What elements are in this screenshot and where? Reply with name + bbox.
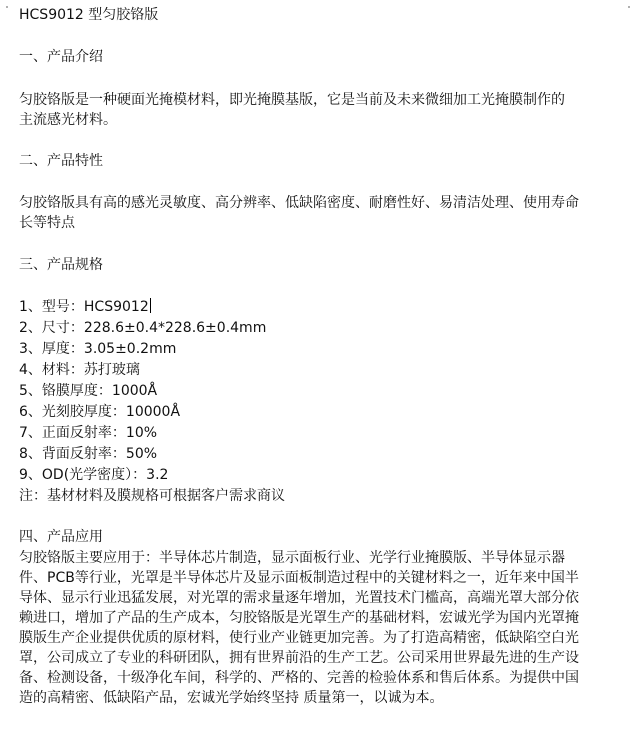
corner-mark-left bbox=[6, 6, 8, 8]
section-heading-specs: 三、产品规格 bbox=[19, 257, 103, 273]
document-title: HCS9012 型匀胶铬版 bbox=[19, 7, 159, 23]
spec-item-back-reflectance: 8、背面反射率：50% bbox=[19, 446, 158, 462]
corner-mark-right bbox=[628, 6, 630, 8]
spec-item-chrome-thickness: 5、铬膜厚度：1000Å bbox=[19, 383, 158, 399]
spec-item-model[interactable] bbox=[19, 297, 151, 317]
spec-text: 1、型号：HCS9012 bbox=[19, 299, 149, 315]
spec-item-optical-density: 9、OD(光学密度）：3.2 bbox=[19, 467, 169, 483]
spec-item-resist-thickness: 6、光刻胶厚度：10000Å bbox=[19, 404, 181, 420]
spec-item-material: 4、材料：苏打玻璃 bbox=[19, 362, 140, 378]
specs-note: 注：基材材料及膜规格可根据客户需求商议 bbox=[19, 488, 285, 504]
spec-item-thickness: 3、厚度：3.05±0.2mm bbox=[19, 341, 177, 357]
section-heading-applications: 四、产品应用 bbox=[19, 529, 103, 545]
section-heading-features: 二、产品特性 bbox=[19, 153, 103, 169]
applications-paragraph: 匀胶铬版主要应用于：半导体芯片制造，显示面板行业、光学行业掩膜版、半导体显示器件、PCB等行业，光罩是半导体芯片及显示面板制造过程中的关键材料之一，近年来中国半导体、显示行业迅猛发展，对光罩的需求量逐年增加，光置技术门槛高，高端光罩大部分依赖进口，增加了产品的生产成本，匀胶铬版是光罩生产的基础材料，宏诚光学为国内光罩掩膜版生产企业提供优质的原材料，使行业产业链更加完善。为了打造高精密，低缺陷空白光罩，公司成立了专业的科研团队，拥有世界前沿的生产工艺。公司采用世界最先进的生产设备、检测设备，十级净化车间，科学的、严格的、完善的检验体系和售后体系。为提供中国造的高精密、低缺陷产品，宏诚光学始终坚持 质量第一，以诚为本。 bbox=[19, 550, 579, 706]
intro-paragraph: 匀胶铬版是一种硬面光掩模材料，即光掩膜基版，它是当前及未来微细加工光掩膜制作的主流感光材料。 bbox=[19, 92, 565, 128]
text-cursor bbox=[150, 298, 151, 313]
spec-item-front-reflectance: 7、正面反射率：10% bbox=[19, 425, 158, 441]
features-paragraph: 匀胶铬版具有高的感光灵敏度、高分辨率、低缺陷密度、耐磨性好、易清洁处理、使用寿命长等特点 bbox=[19, 195, 579, 231]
section-heading-intro: 一、产品介绍 bbox=[19, 49, 103, 65]
spec-item-size: 2、尺寸：228.6±0.4*228.6±0.4mm bbox=[19, 320, 267, 336]
